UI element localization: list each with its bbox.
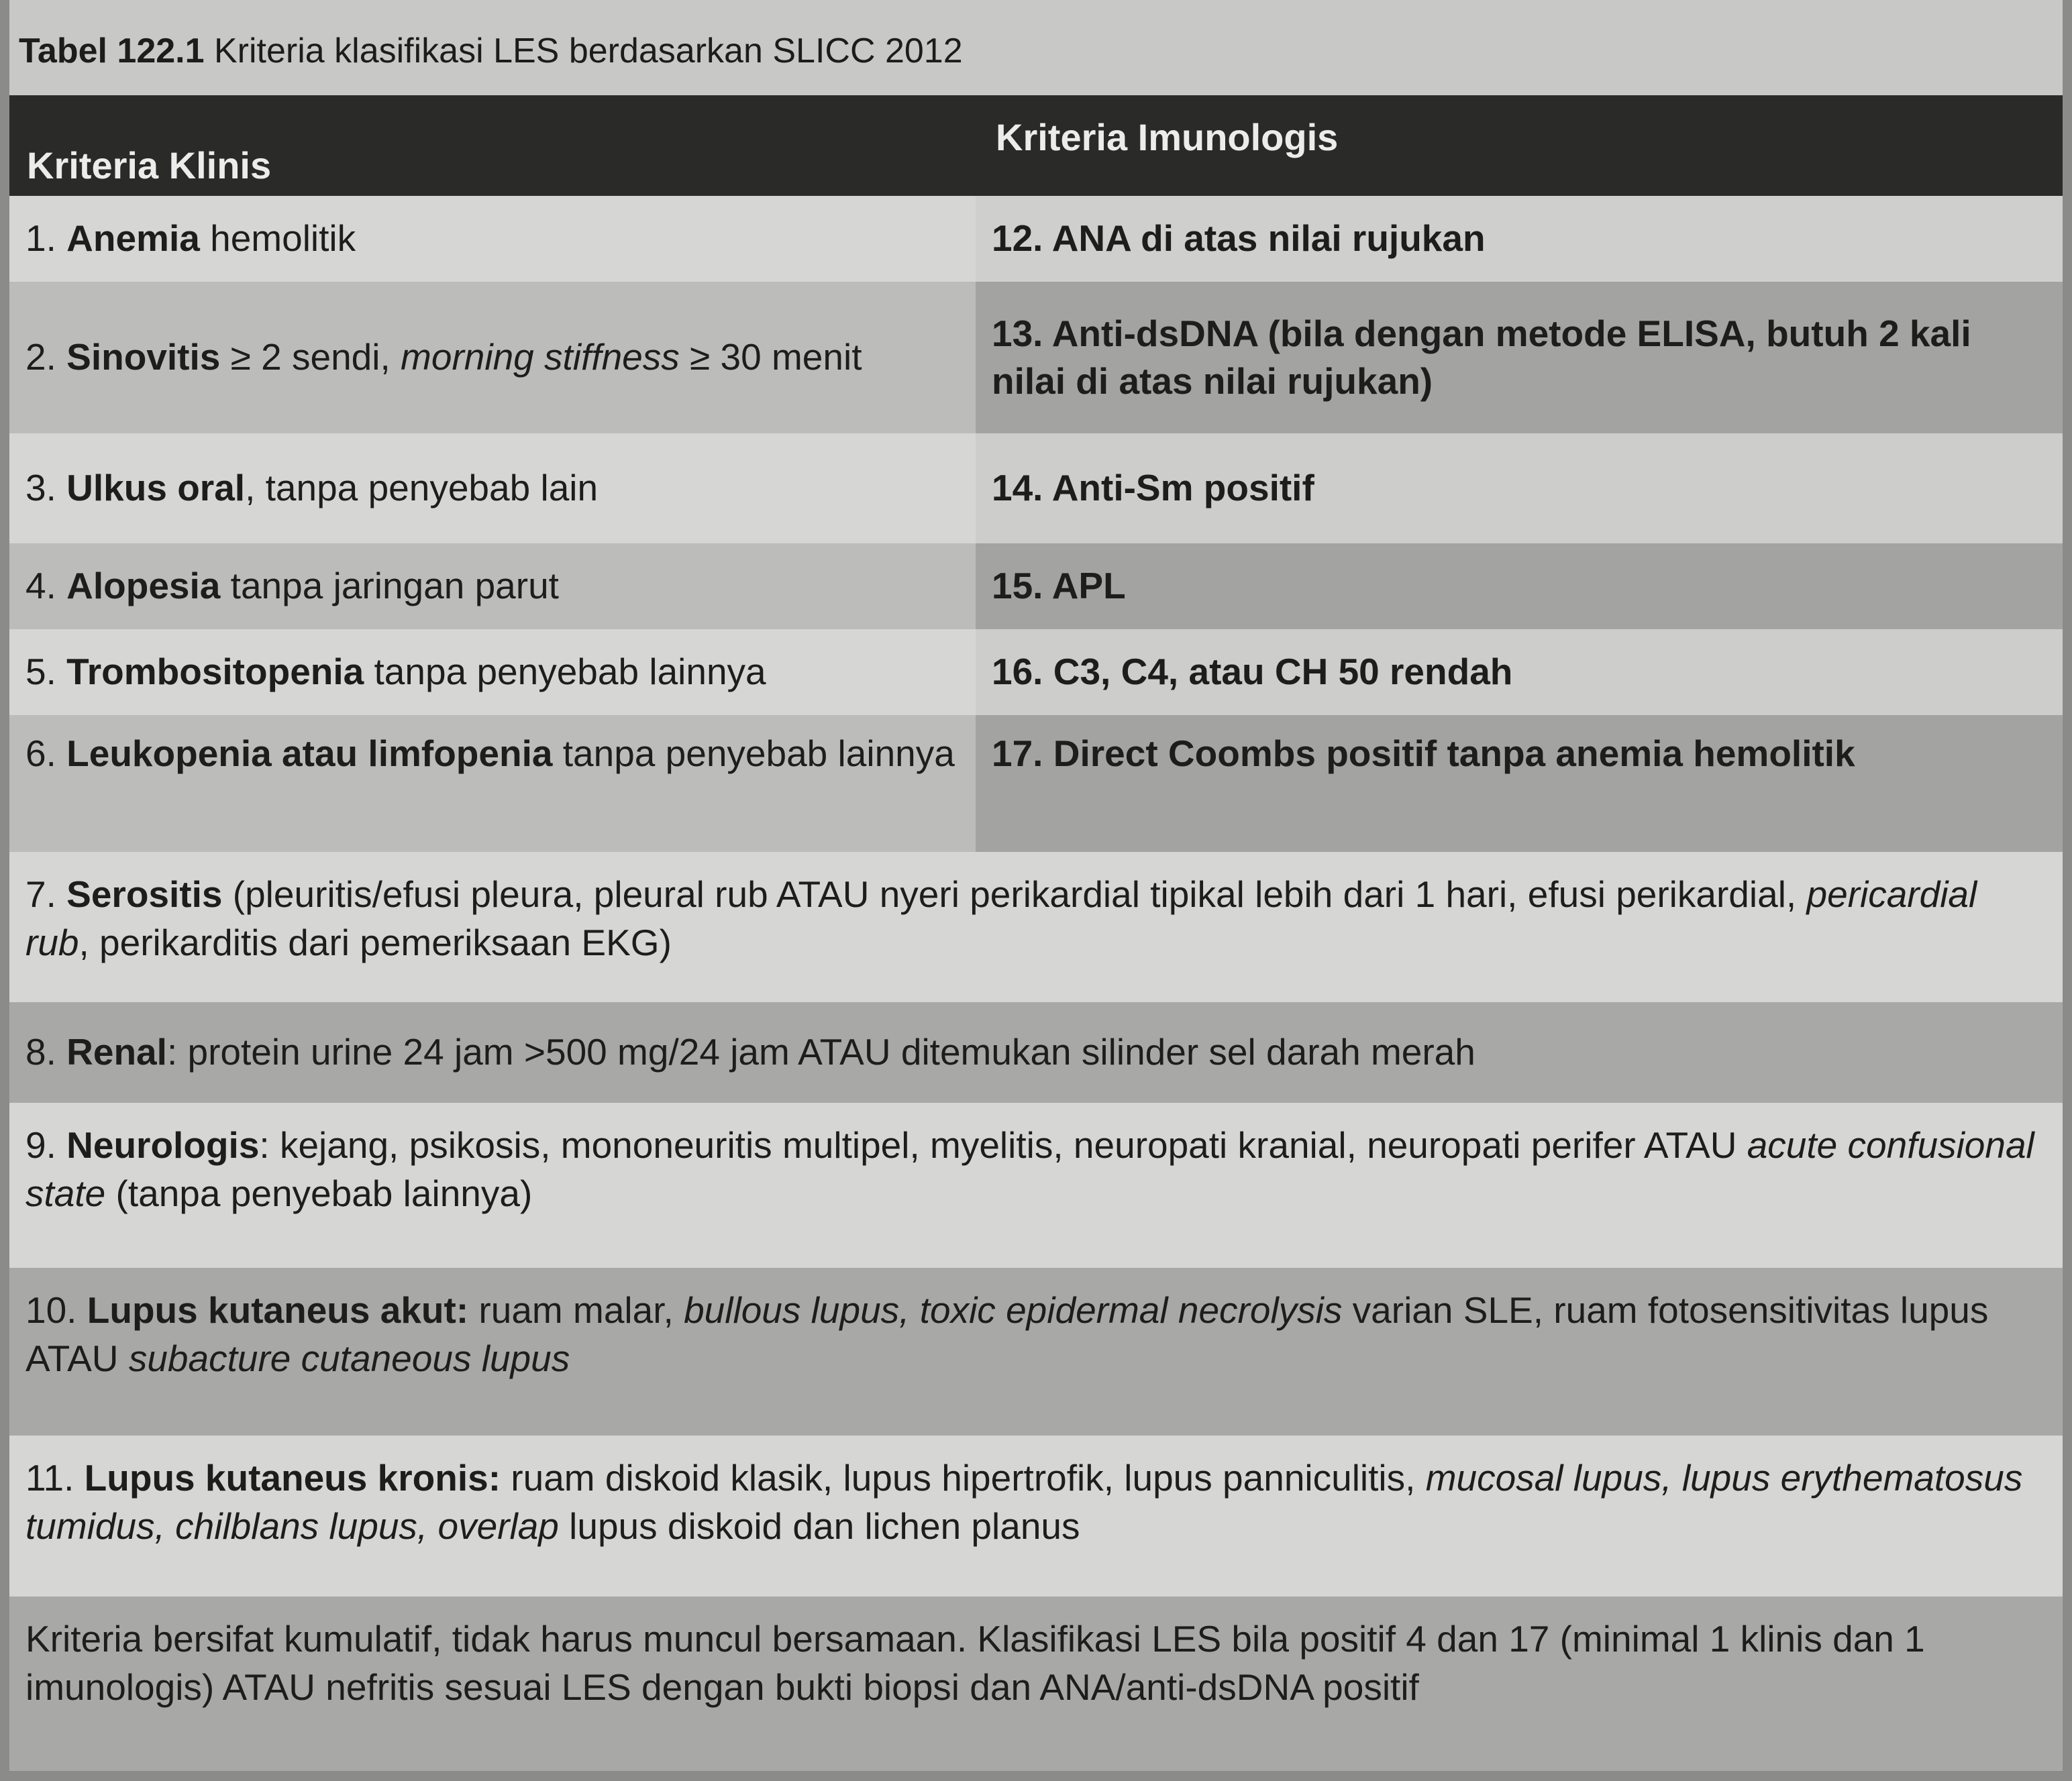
table-footnote (9, 1597, 2063, 1771)
item-italic: bullous lupus, toxic epidermal necrolysis (684, 1289, 1343, 1331)
full-row-cell (9, 1268, 2063, 1436)
table-row (9, 1436, 2063, 1597)
item-number: 9. (25, 1124, 67, 1166)
item-name: Serositis (66, 873, 223, 915)
full-row-cell (9, 1103, 2063, 1268)
item-text-2: ≥ 30 menit (679, 336, 862, 378)
clinical-cell (9, 715, 976, 852)
table-row (9, 1103, 2063, 1268)
item-text-2: (tanpa penyebab lainnya) (105, 1172, 533, 1214)
item-number: 11. (25, 1457, 85, 1499)
item-name: Leukopenia atau limfopenia (66, 733, 553, 774)
item-italic: mucosal lupus, lupus erythematosus tumidus, chilblans lupus, overlap (25, 1457, 2023, 1547)
item-name: Anemia (66, 217, 200, 260)
table-row (9, 1002, 2063, 1103)
item-name: Sinovitis (66, 336, 221, 378)
immuno-cell (976, 715, 2063, 852)
immuno-item: 15. APL (992, 565, 1126, 607)
item-number: 3. (25, 467, 67, 509)
immuno-cell (976, 629, 2063, 715)
clinical-cell (9, 196, 976, 282)
item-text: : protein urine 24 jam >500 mg/24 jam ATAU ditemukan silinder sel darah merah (166, 1031, 1475, 1073)
item-name: Lupus kutaneus akut: (87, 1289, 469, 1331)
item-text: ruam diskoid klasik, lupus hipertrofik, lupus panniculitis, (501, 1457, 1426, 1499)
table-row (9, 1268, 2063, 1436)
item-text-2: , perikarditis dari pemeriksaan EKG) (79, 921, 672, 963)
item-number: 7. (25, 873, 67, 915)
item-number: 2. (25, 336, 67, 378)
immuno-cell (976, 282, 2063, 433)
table-row (9, 196, 2063, 282)
item-number: 8. (25, 1031, 67, 1073)
table-row (9, 433, 2063, 543)
item-number: 10. (25, 1289, 87, 1331)
immuno-cell (976, 433, 2063, 543)
item-name: Renal (66, 1031, 167, 1073)
immuno-item: 17. Direct Coombs positif tanpa anemia hemolitik (992, 733, 1855, 774)
table-row (9, 715, 2063, 852)
item-text: : kejang, psikosis, mononeuritis multipel, myelitis, neuropati kranial, neuropati perifer ATAU (259, 1124, 1747, 1166)
item-name: Trombositopenia (66, 651, 364, 693)
item-italic-2: subacture cutaneous lupus (128, 1337, 570, 1379)
table-footer-row (9, 1597, 2063, 1771)
header-clinical: Kriteria Klinis (27, 144, 272, 186)
item-text: ruam malar, (468, 1289, 684, 1331)
immuno-cell (976, 543, 2063, 629)
footnote-text: Kriteria bersifat kumulatif, tidak harus muncul bersamaan. Klasifikasi LES bila positif 4 dan 17 (minimal 1 klinis dan 1 imunologis) ATAU nefritis sesuai LES dengan bukti biopsi dan ANA/anti-dsDNA positif (25, 1618, 1925, 1708)
full-row-cell (9, 852, 2063, 1002)
immuno-cell (976, 196, 2063, 282)
item-text-2: varian SLE, ruam fotosensitivitas lupus ATAU (25, 1289, 1989, 1379)
table-caption (19, 7, 963, 95)
table-number: Tabel 122.1 (19, 32, 205, 70)
item-italic: pericardial rub (25, 873, 1977, 963)
table-row (9, 282, 2063, 433)
item-text: tanpa penyebab lainnya (552, 733, 955, 774)
item-number: 6. (25, 733, 67, 774)
item-number: 5. (25, 651, 67, 693)
table-title: Kriteria klasifikasi LES berdasarkan SLICC 2012 (204, 32, 963, 70)
clinical-cell (9, 629, 976, 715)
clinical-cell (9, 433, 976, 543)
item-name: Ulkus oral (66, 467, 246, 509)
item-text: ≥ 2 sendi, (220, 336, 401, 378)
immuno-item: 13. Anti-dsDNA (bila dengan metode ELISA, butuh 2 kali nilai di atas nilai rujukan) (992, 312, 1971, 402)
item-name: Lupus kutaneus kronis: (84, 1457, 501, 1499)
immuno-item: 14. Anti-Sm positif (992, 467, 1314, 509)
item-name: Neurologis (66, 1124, 260, 1166)
full-row-cell (9, 1436, 2063, 1597)
item-italic: acute confusional state (25, 1124, 2034, 1214)
item-text: tanpa penyebab lainnya (364, 651, 766, 693)
immuno-item: 16. C3, C4, atau CH 50 rendah (992, 651, 1513, 693)
clinical-cell (9, 282, 976, 433)
table-row (9, 852, 2063, 1002)
table-header (9, 95, 2063, 196)
clinical-cell (9, 543, 976, 629)
table-row (9, 543, 2063, 629)
item-text: tanpa jaringan parut (220, 565, 559, 607)
full-row-cell (9, 1002, 2063, 1103)
header-immunological: Kriteria Imunologis (996, 116, 1339, 158)
item-text-2: lupus diskoid dan lichen planus (558, 1505, 1080, 1547)
item-italic: morning stiffness (401, 336, 680, 378)
table-row (9, 629, 2063, 715)
item-text: , tanpa penyebab lain (245, 467, 599, 509)
item-number: 4. (25, 565, 67, 607)
item-number: 1. (25, 217, 67, 260)
item-name: Alopesia (66, 565, 221, 607)
item-text: hemolitik (199, 217, 356, 260)
item-text: (pleuritis/efusi pleura, pleural rub ATAU nyeri perikardial tipikal lebih dari 1 hari, efusi perikardial, (222, 873, 1807, 915)
immuno-item: 12. ANA di atas nilai rujukan (992, 217, 1486, 260)
